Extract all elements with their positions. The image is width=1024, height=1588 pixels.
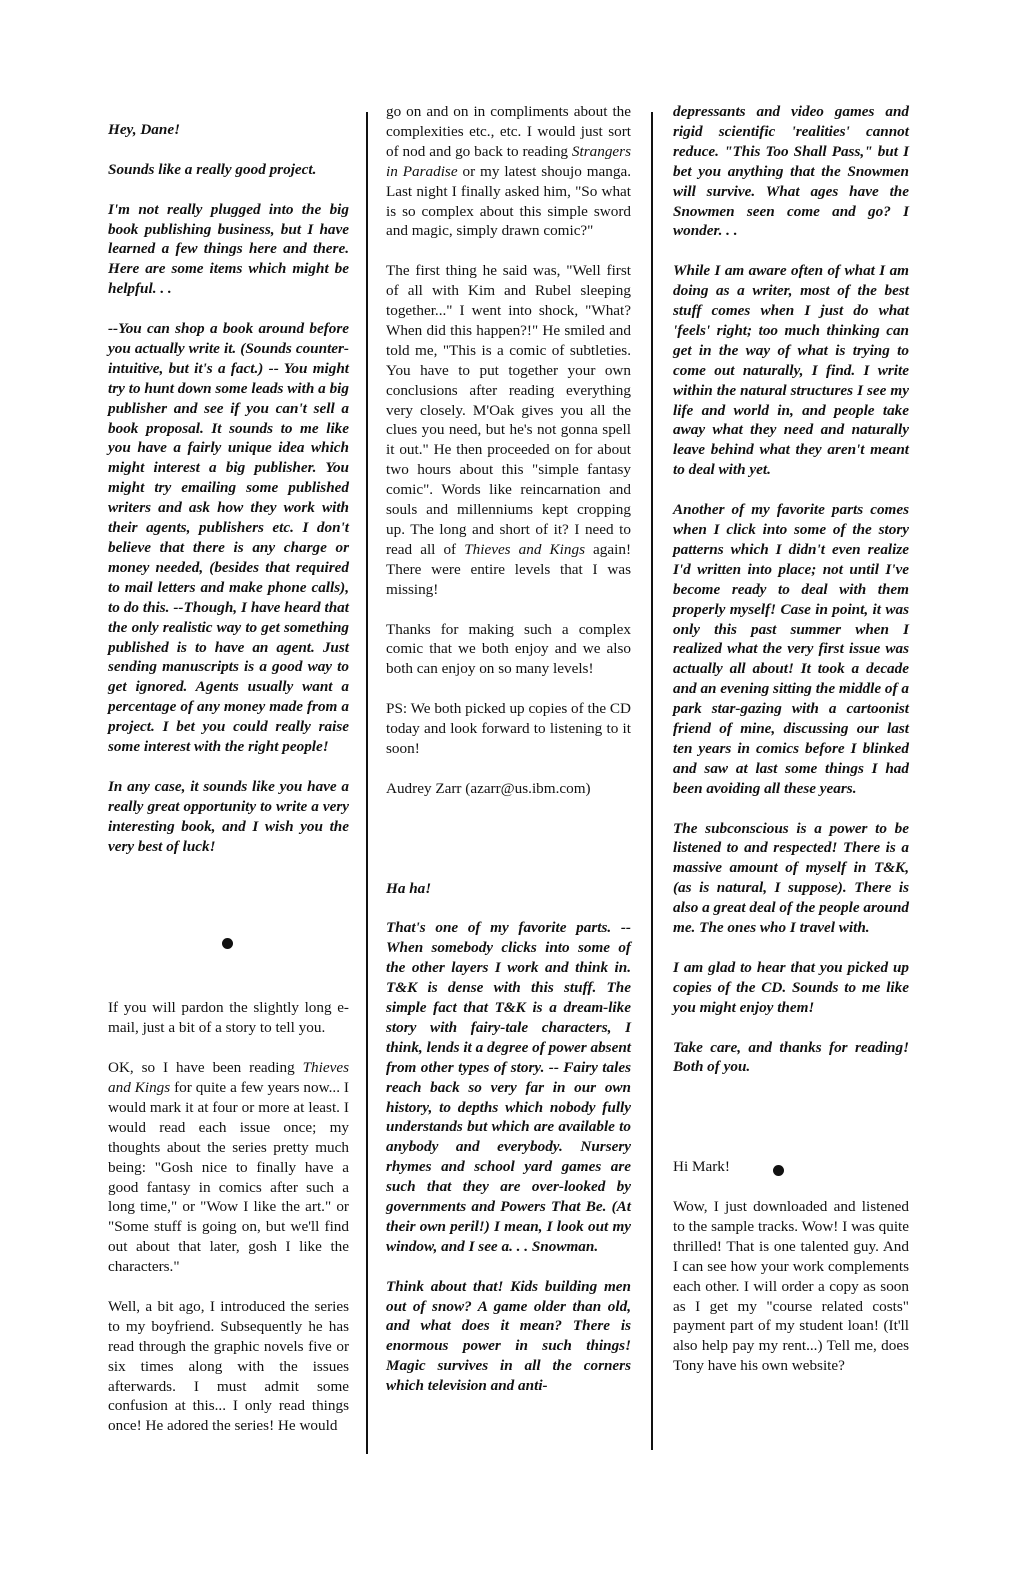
paragraph: go on and on in compliments about the complexities etc., etc. I would just sort of nod and go back to reading Strangers in Paradise or my latest shoujo manga. Last night I finally asked him, "So what is so complex about this simple sword and magic, simply drawn comic?" <box>386 103 631 240</box>
paragraph: Take care, and thanks for reading! Both of you. <box>673 1038 909 1076</box>
signature-line: Audrey Zarr (azarr@us.ibm.com) <box>386 779 591 797</box>
paragraph: While I am aware often of what I am doing as a writer, most of the best stuff comes when I just do what 'feels' right; too much thinking can get in the way of what is trying to come out naturally, I find. I write within the natural structures I see my life and world in, and people take away what they need and naturally leave behind what they aren't meant to deal with yet. <box>673 262 909 479</box>
paragraph: Ha ha! <box>386 879 432 897</box>
paragraph: OK, so I have been reading Thieves and Kings for quite a few years now... I would mark it at four or more at least. I would read each issue once; my thoughts about the series pretty much being: "Gosh nice to finally have a good fantasy in comics after such a long time," or "Wow I like the art." or "Some stuff is going on, but we'll find out about that later, gosh I like the characters." <box>108 1059 349 1276</box>
column-1 <box>108 100 349 1456</box>
paragraph: Hi Mark! <box>673 1158 730 1176</box>
paragraph: Hey, Dane! <box>108 121 180 138</box>
paragraph: Wow, I just downloaded and listened to the sample tracks. Wow! I was quite thrilled! That is one talented guy. And I can see how your work complements each other. I will order a copy as soon as I get my "course related costs" payment part of my student loan! (It'll also help pay my rent...) Tell me, does Tony have his own website? <box>673 1198 909 1375</box>
paragraph: PS: We both picked up copies of the CD today and look forward to listening to it soon! <box>386 700 631 757</box>
paragraph: If you will pardon the slightly long e-mail, just a bit of a story to tell you. <box>108 999 349 1037</box>
column-divider-1 <box>366 112 368 1454</box>
paragraph: Well, a bit ago, I introduced the series to my boyfriend. Subsequently he has read through the graphic novels five or six times along with the issues afterwards. I must admit some confusion at this... I only read things once! He adored the series! He would <box>108 1297 349 1435</box>
paragraph: Think about that! Kids building men out of snow? A game older than old, and what does it mean? There is enormous power in such things! Magic survives in all the corners which television and anti- <box>386 1277 631 1395</box>
paragraph: Thanks for making such a complex comic that we both enjoy and we also both can enjoy on so many levels! <box>386 620 631 678</box>
paragraph: I am glad to hear that you picked up copies of the CD. Sounds to me like you might enjoy them! <box>673 958 909 1016</box>
book-title: Thieves and Kings <box>464 540 585 558</box>
paragraph: The first thing he said was, "Well first of all with Kim and Rubel sleeping together..." I went into shock, "What? When did this happen?!" He smiled and told me, "This is a comic of subtleties. You have to put together your own conclusions after reading everything very closely. M'Oak gives you all the clues you need, but he's not gonna spell it out." He then proceeded on for about two hours about this "simple fantasy comic". Words like reincarnation and souls and millenniums kept cropping up. The long and short of it? I need to read all of Thieves and Kings again! There were entire levels that I was missing! <box>386 262 632 598</box>
column-3 <box>673 102 909 1396</box>
paragraph: In any case, it sounds like you have a really great opportunity to write a very interesting book, and I wish you the very best of luck! <box>108 777 349 855</box>
paragraph: depressants and video games and rigid scientific 'realities' cannot reduce. "This Too Shall Pass," but I bet you anything that the Snowmen will survive. What ages have the Snowmen seen come and go? I wonder. . . <box>673 103 909 240</box>
paragraph: Sounds like a really good project. <box>108 160 317 178</box>
paragraph: Another of my favorite parts comes when I click into some of the story patterns which I didn't even realize I'd written into place; not until I've become ready to deal with them properly myself! Case in point, it was only this past summer when I realized what the very first issue was actually all about! It took a decade and an evening sitting the middle of a park star-gazing with a cartoonist friend of mine, discussing our last ten years in comics before I blinked and saw at last some things I had been avoiding all these years. <box>673 501 909 797</box>
column-2 <box>386 102 631 1416</box>
book-title: Thieves and Kings <box>108 1059 349 1096</box>
column-divider-2 <box>651 112 653 1450</box>
paragraph: --You can shop a book around before you actually write it. (Sounds counter-intuitive, but it's a fact.) -- You might try to hunt down some leads with a big publisher and see if you can't sell a book proposal. It sounds to me like you have a fairly unique idea which might interest a big publisher. You might try emailing some published writers and ask how they work with their agents, publishers etc. I don't believe that there is any charge or money needed, (besides that required to mail letters and make phone calls), to do this. --Though, I have heard that the only realistic way to get something published is to have an agent. Just sending manuscripts is a good way to get ignored. Agents usually want a percentage of any money made from a project. I bet you could really raise some interest with the right people! <box>108 320 349 756</box>
paragraph: The subconscious is a power to be listened to and respected! There is a massive amount of myself in T&K, (as is natural, I suppose). There is also a great deal of the people around me. The ones who I travel with. <box>673 819 909 937</box>
book-title: Strangers in Paradise <box>386 142 631 180</box>
paragraph: That's one of my favorite parts. -- When somebody clicks into some of the other layers I work and think in. T&K is dense with this stuff. The simple fact that T&K is a dream-like story with fairy-tale characters, I think, lends it a degree of power absent from other types of story. -- Fairy tales reach back so very far in our own history, to depths which nobody fully understands but which are available to anybody and everybody. Nursery rhymes and school yard games are such that they are over-looked by governments and Powers That Be. (At their own peril!) I mean, I look out my window, and I see a. . . Snowman. <box>386 919 631 1255</box>
paragraph: I'm not really plugged into the big book publishing business, but I have learned a few things here and there. Here are some items which might be helpful. . . <box>108 200 349 298</box>
